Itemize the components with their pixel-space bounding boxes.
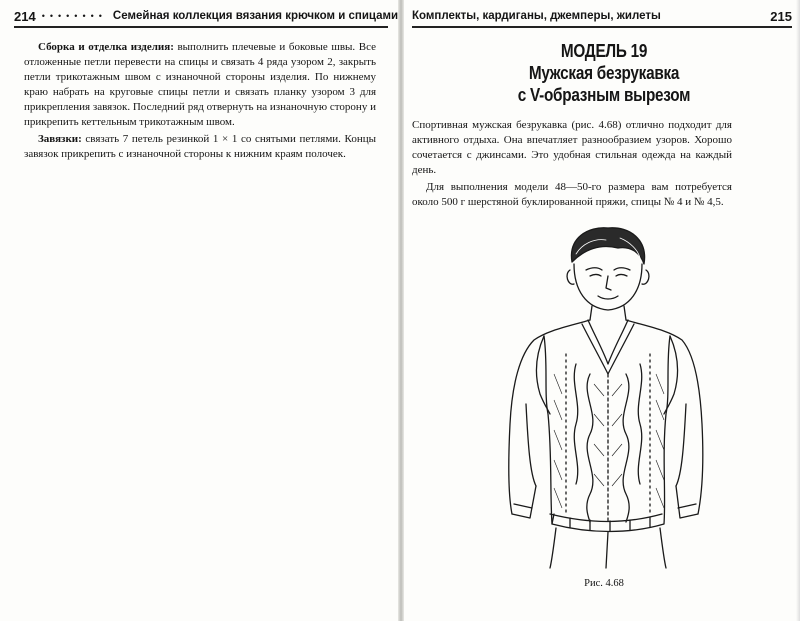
model-name-line1: Мужская безрукавка [528,63,680,83]
right-running-title: Комплекты, кардиганы, джемперы, жилеты [412,10,661,22]
left-running-title: Семейная коллекция вязания крючком и спицами [112,10,399,22]
left-page [0,0,398,621]
right-page-header [412,6,792,28]
ties-lead: Завязки: [38,133,82,145]
header-dot-leader: •••••••• [41,11,107,21]
assembly-paragraph [24,40,376,130]
right-page-body [412,118,732,212]
description-paragraph: Спортивная мужская безрукавка (рис. 4.68) отлично подходит для активного отдыха. Она впечатляет разнообразием узоров. Хорошо сочетается с джинсами. Это удобная стильная одежда на каждый день. [412,119,732,176]
assembly-lead: Сборка и отделка изделия: [38,41,174,53]
assembly-text: выполнить плечевые и боковые швы. Все отложенные петли перевести на спицы и связать 4 ряда узором 2, закрыть петли трикотажным швом с изнаночной стороны изделия. По нижнему краю набрать на круговые спицы петли и связать планку узором 3 для прикрепления завязок. Последний ряд отвернуть на изнаночную сторону и прикрепить кеттельным трикотажным швом. [24,41,376,128]
left-page-body [24,40,376,164]
figure-caption: Рис. 4.68 [584,578,624,589]
materials-paragraph: Для выполнения модели 48—50-го размера вам потребуется около 500 г шерстяной буклированной пряжи, спицы № 4 и № 4,5. [412,181,732,208]
ties-text: связать 7 петель резинкой 1 × 1 со снятыми петлями. Концы завязок прикрепить с изнаночной стороны к нижним краям полочек. [24,133,376,160]
right-page [404,0,800,621]
model-title [494,40,714,106]
page-edge-shadow [796,0,800,621]
left-page-header [14,6,399,28]
left-page-number: 214 [14,8,36,24]
right-page-number: 215 [770,8,792,24]
model-name-line2: с V-образным вырезом [517,85,691,105]
model-number: МОДЕЛЬ 19 [560,41,648,61]
ties-paragraph [24,132,376,162]
sweater-vest-illustration [490,224,720,569]
